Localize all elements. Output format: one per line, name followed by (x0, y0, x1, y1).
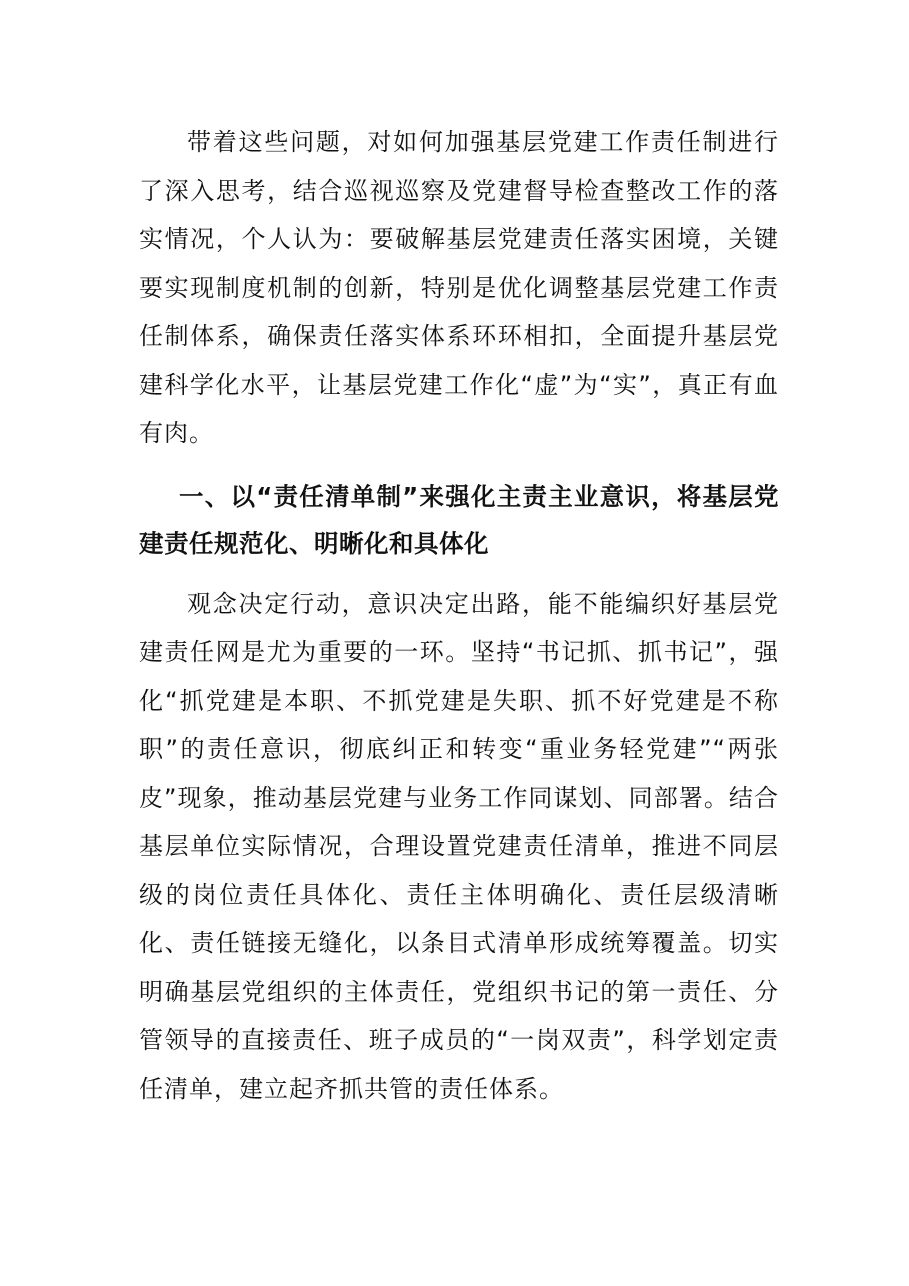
section-paragraph: 观念决定行动，意识决定出路，能不能编织好基层党建责任网是尤为重要的一环。坚持“书记抓、抓书记”，强化“抓党建是本职、不抓党建是失职、抓不好党建是不称职”的责任意识，彻底纠正和转变“重业务轻党建”“两张皮”现象，推动基层党建与业务工作同谋划、同部署。结合基层单位实际情况，合理设置党建责任清单，推进不同层级的岗位责任具体化、责任主体明确化、责任层级清晰化、责任链接无缝化，以条目式清单形成统筹覆盖。切实明确基层党组织的主体责任，党组织书记的第一责任、分管领导的直接责任、班子成员的“一岗双责”，科学划定责任清单，建立起齐抓共管的责任体系。 (139, 589, 779, 1103)
document-page (139, 118, 779, 1113)
intro-paragraph: 带着这些问题，对如何加强基层党建工作责任制进行了深入思考，结合巡视巡察及党建督导检查整改工作的落实情况，个人认为：要破解基层党建责任落实困境，关键要实现制度机制的创新，特别是优化调整基层党建工作责任制体系，确保责任落实体系环环相扣，全面提升基层党建科学化水平，让基层党建工作化“虚”为“实”，真正有血有肉。 (139, 128, 779, 447)
section-heading: 一、以“责任清单制”来强化主责主业意识，将基层党建责任规范化、明晰化和具体化 (139, 481, 779, 558)
